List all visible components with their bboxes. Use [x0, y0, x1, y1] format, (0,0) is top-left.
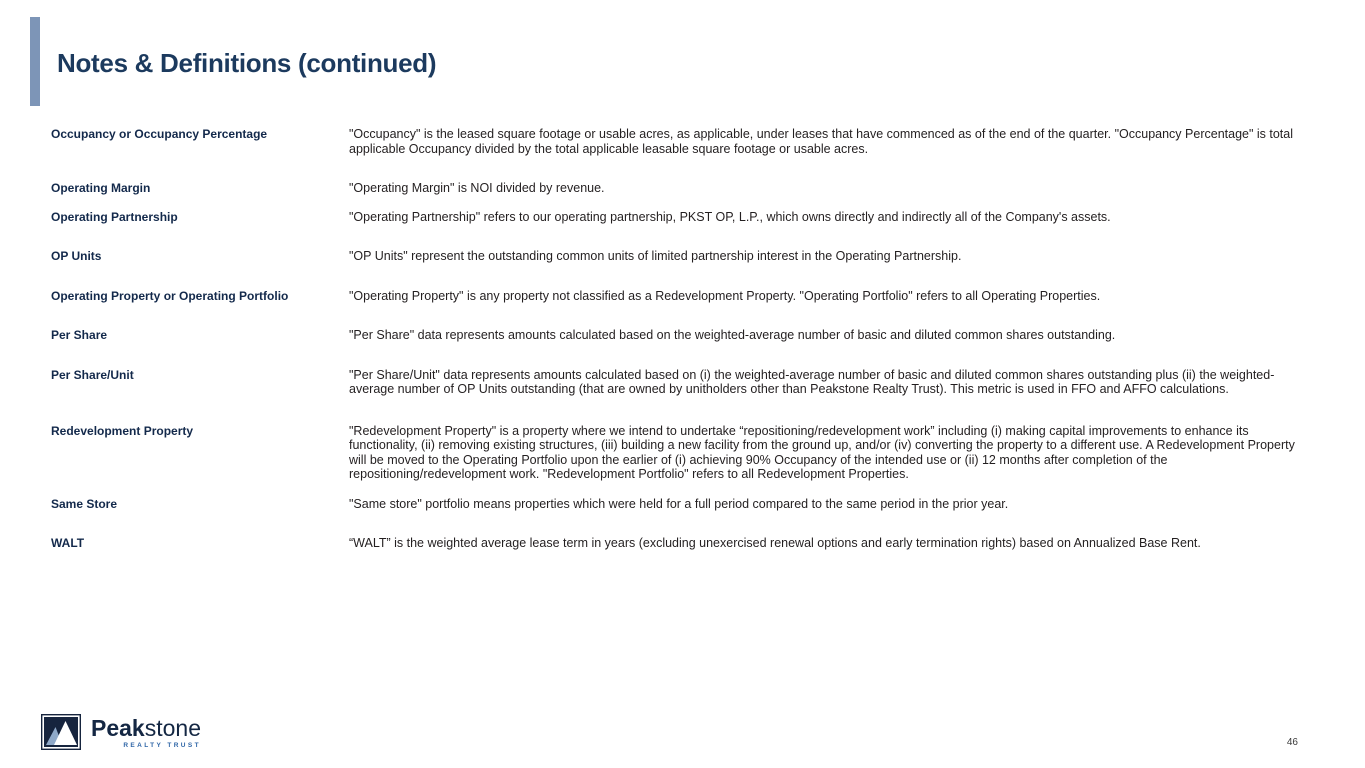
page-title: Notes & Definitions (continued) — [57, 48, 437, 78]
definition-row — [51, 368, 1301, 397]
definition-term: OP Units — [51, 249, 102, 263]
definition-row — [51, 289, 1301, 304]
definition-term: Operating Margin — [51, 181, 151, 195]
definition-text: "Per Share/Unit" data represents amounts calculated based on (i) the weighted-average number of basic and diluted common shares outstanding plus (ii) the weighted-average number of OP Units outstanding (that are owned by unitholders other than Peakstone Realty Trust). This metric is used in FFO and AFFO calculations. — [349, 367, 1275, 396]
definition-term: Same Store — [51, 496, 118, 511]
page-number: 46 — [1286, 737, 1298, 748]
definition-text: "Per Share" data represents amounts calculated based on the weighted-average number of basic and diluted common shares outstanding. — [349, 328, 1116, 342]
definitions-list — [51, 127, 1301, 576]
peakstone-wordmark-text — [91, 717, 201, 740]
definition-row — [51, 127, 1301, 156]
definition-row — [51, 328, 1301, 343]
definition-row — [51, 249, 1301, 264]
definition-text: “WALT” is the weighted average lease term in years (excluding unexercised renewal options and early termination rights) based on Annualized Base Rent. — [349, 536, 1201, 550]
wordmark-light: stone — [144, 715, 201, 741]
peakstone-logo-icon — [41, 714, 81, 750]
definition-term: Operating Property or Operating Portfolio — [51, 288, 289, 303]
definition-term: Redevelopment Property — [51, 423, 194, 438]
peakstone-tagline: REALTY TRUST — [123, 742, 201, 749]
definition-row — [51, 536, 1301, 551]
definition-text: "Operating Margin" is NOI divided by revenue. — [349, 181, 605, 195]
definition-term: Operating Partnership — [51, 209, 178, 224]
definition-row — [51, 497, 1301, 512]
definition-term: WALT — [51, 536, 85, 550]
definition-text: "Operating Partnership" refers to our operating partnership, PKST OP, L.P., which owns directly and indirectly all of the Company's assets. — [349, 209, 1111, 224]
peakstone-wordmark — [91, 714, 201, 749]
definition-text: "Same store" portfolio means properties which were held for a full period compared to the same period in the prior year. — [349, 496, 1009, 511]
definition-text: "Operating Property" is any property not classified as a Redevelopment Property. "Operating Portfolio" refers to all Operating Properties. — [349, 288, 1101, 303]
title-accent-bar — [30, 17, 40, 106]
definition-row — [51, 181, 1301, 196]
definition-text: "Redevelopment Property" is a property where we intend to undertake “repositioning/redevelopment work” including (i) making capital improvements to enhance its functionality, (ii) removing existing structures, (iii) building a new facility from the ground up, and/or (iv) converting the property to a different use. A Redevelopment Property will be moved to the Operating Portfolio upon the earlier of (i) achieving 90% Occupancy of the intended use or (ii) 12 months after completion of the repositioning/redevelopment work. "Redevelopment Portfolio" refers to all Redevelopment Properties. — [349, 423, 1295, 481]
definition-row — [51, 424, 1301, 482]
definition-term: Per Share/Unit — [51, 367, 134, 382]
definition-text: "Occupancy" is the leased square footage or usable acres, as applicable, under leases that have commenced as of the end of the quarter. "Occupancy Percentage" is total applicable Occupancy divided by the total applicable leasable square footage or usable acres. — [349, 127, 1294, 156]
definition-row — [51, 210, 1301, 225]
definition-term: Occupancy or Occupancy Percentage — [51, 127, 268, 141]
peakstone-logo — [41, 714, 201, 750]
definition-text: "OP Units" represent the outstanding common units of limited partnership interest in the Operating Partnership. — [349, 249, 962, 263]
definition-term: Per Share — [51, 328, 108, 342]
wordmark-bold: Peak — [91, 715, 145, 741]
